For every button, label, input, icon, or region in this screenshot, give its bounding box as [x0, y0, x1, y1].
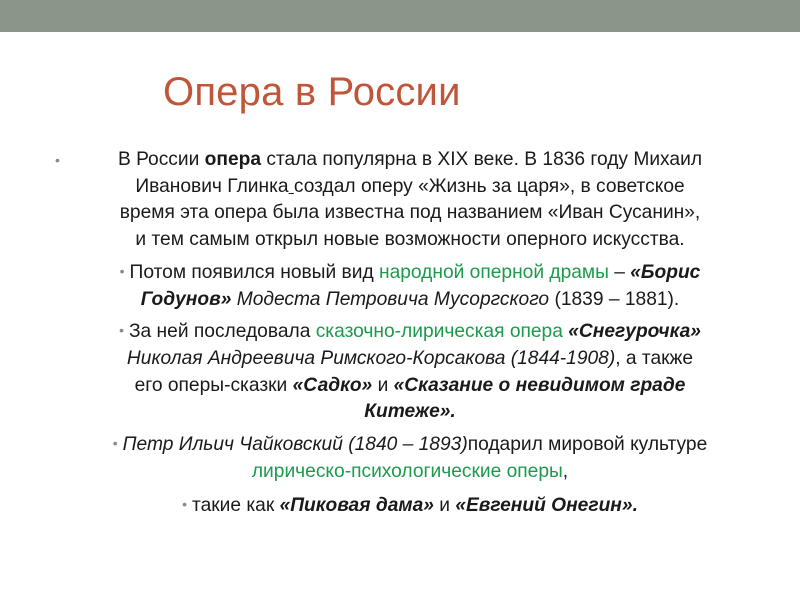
bullet-item-1 [55, 147, 765, 254]
line [65, 430, 755, 459]
text-bold: опера [204, 149, 262, 170]
text-green: лирическо-психологические оперы [251, 460, 563, 482]
text-bold-italic: Годунов» [140, 288, 232, 310]
text-italic: Петр Ильич Чайковский (1840 – 1893) [122, 434, 468, 456]
bullet-item-3 [55, 317, 765, 426]
text: создал оперу «Жизнь за царя», в советское [293, 175, 685, 197]
text: , [562, 460, 569, 482]
line [65, 346, 755, 373]
line [65, 258, 755, 287]
text-italic: Модеста Петровича Мусоргского [231, 288, 550, 310]
text: и тем самым открыл новые возможности оперного искусства. [135, 229, 685, 251]
text: В России [117, 149, 205, 170]
bullet-item-2 [55, 258, 765, 313]
text-green: народной оперной драмы [378, 261, 609, 283]
line [65, 491, 755, 520]
bullet-icon: • [112, 435, 118, 452]
bullet-icon: • [119, 322, 124, 339]
text: За ней последовала [128, 321, 316, 343]
text-bold-italic: «Евгений Онегин». [455, 495, 638, 517]
text-green: сказочно-лирическая опера [315, 321, 563, 343]
bullet-icon: • [182, 496, 187, 513]
bullet-icon: • [119, 262, 125, 279]
line [65, 399, 755, 426]
bullet-item-5 [55, 491, 765, 520]
line [65, 147, 755, 174]
line [65, 287, 755, 314]
text: такие как [192, 495, 280, 517]
text-bold-italic: Китеже». [364, 401, 456, 423]
text: и [372, 374, 394, 396]
line [65, 174, 755, 201]
line [65, 200, 755, 227]
text-bold-italic: «Сказание о невидимом граде [393, 374, 686, 396]
text: время эта опера была известна под названием «Иван Сусанин», [119, 202, 701, 224]
line [65, 373, 755, 400]
text: – [608, 261, 631, 283]
text-bold-italic: «Борис [630, 261, 701, 283]
line [65, 317, 755, 346]
slide-title: Опера в России [163, 70, 461, 114]
text: Потом появился новый вид [129, 261, 379, 283]
bullet-icon: • [55, 152, 60, 168]
text-italic: Николая Андреевича Римского-Корсакова (1844-1908) [126, 347, 616, 369]
text-bold-italic: «Пиковая дама» [279, 495, 434, 517]
text: его оперы-сказки [134, 374, 293, 396]
slide-body [55, 147, 765, 524]
text: (1839 – 1881). [549, 288, 680, 310]
line [65, 227, 755, 254]
text: стала популярна в XIX веке. В 1836 году Михаил [261, 149, 703, 170]
text-bold-italic: «Садко» [292, 374, 373, 396]
text: и [433, 495, 456, 517]
text: Иванович Глинка [135, 175, 289, 197]
bullet-item-4 [55, 430, 765, 485]
text: , а также [615, 347, 694, 369]
text: подарил мировой культуре [467, 434, 708, 456]
top-bar [0, 0, 800, 32]
line [65, 459, 755, 486]
text-bold-italic: «Снегурочка» [568, 321, 701, 343]
